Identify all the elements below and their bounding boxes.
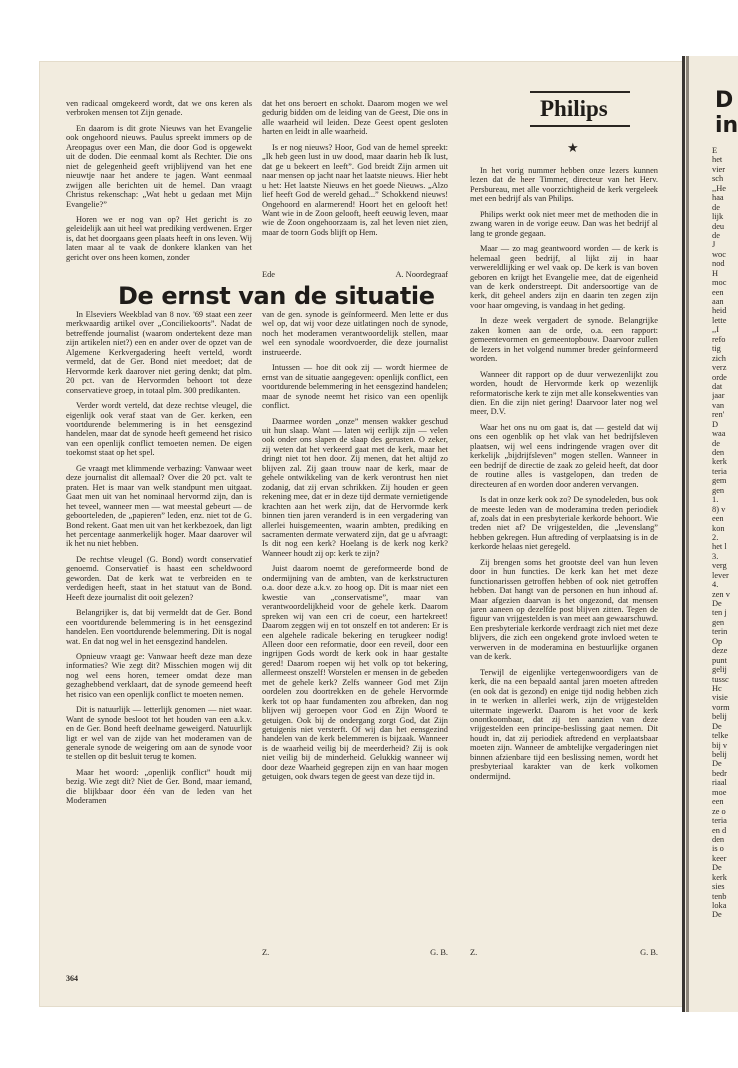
edge-line: kerk	[712, 457, 727, 467]
edge-line: dat	[712, 381, 723, 391]
paragraph: Maar het woord: „openlijk conflict” houdt mij bezig. Wie zegt dit? Niet de Ger. Bond, maar iemand, die blijkbaar door één van de leden van het Moderamen	[66, 767, 252, 806]
edge-line: terin	[712, 627, 728, 637]
edge-line: woc	[712, 249, 726, 259]
edge-line: een	[712, 797, 724, 807]
edge-line: moe	[712, 787, 727, 797]
edge-line: vier	[712, 164, 726, 174]
philips-article-column	[470, 166, 658, 956]
edge-line: visie	[712, 693, 728, 703]
paragraph: Philips werkt ook niet meer met de methoden die in zwang waren in de vorige eeuw. Dan was het bedrijf al lang te gronde gegaan.	[470, 209, 658, 238]
edge-line: 3.	[712, 551, 719, 561]
edge-line: de	[712, 230, 720, 240]
edge-line: het	[712, 155, 723, 165]
edge-line: den	[712, 834, 725, 844]
paragraph: Is dat in onze kerk ook zo? De synodeleden, bus ook de meeste leden van de moderamina treden periodiek af, zoals dat in een presbyteriale kerkorde behoort. Wie treden niet af? De vrijgestelden, die „levenslang” hebben gekregen. Hun aftreding of verplaatsing is in de kerkorde helaas niet geregeld.	[470, 495, 658, 552]
edge-line: aan	[712, 297, 724, 306]
top-article-column-2	[262, 99, 448, 279]
top-article-column-1	[66, 99, 252, 279]
edge-line: sies	[712, 882, 725, 892]
ernst-article-column-2	[262, 310, 448, 958]
paragraph: ven radicaal omgekeerd wordt, dat we ons keren als verbroken mensen tot Zijn genade.	[66, 99, 252, 118]
star-icon: ★	[567, 140, 579, 155]
edge-line: heid	[712, 306, 727, 316]
paragraph: Opnieuw vraagt ge: Vanwaar heeft deze man deze informaties? Wie zegt dit? Misschien mogen wij dit nog wel eens horen, temeer omdat deze man gezaghebbend verklaart, dat de synode gemeend heeft het risico van een openlijk conflict te moeten nemen.	[66, 651, 252, 699]
edge-line: gen	[712, 485, 725, 495]
paragraph: In Elseviers Weekblad van 8 nov. '69 staat een zeer merkwaardig artikel over „Conciliekoorts”. Nadat de betreffende journalist (waarom ondertekent deze man zijn artikelen niet?) een en ander over de opzet van de Algemene Kerkvergadering heeft verteld, wordt vermeld, dat de Ger. Bond niet meedoet; dat de Hervormde kerk daarover niet gering denkt; dat plm. 20 pct. van de Hervormden behoort tot deze conservatieve groep, in totaal plm. 300 predikanten.	[66, 310, 252, 395]
paragraph: Juist daarom noemt de gereformeerde bond de ondermijning van de ambten, van de kerkstructuren o.a. door deze a.k.v. zo hoog op. Dit is maar niet een kwestie van „conservatisme”, maar van verantwoordelijkheid voor de gehele kerk. Daarom spreken wij van een cri de coeur, een hartekreet! Daarom zeggen wij en tot onszelf en tot anderen: Er is een algehele radicale bekering en terugkeer nodig! Alleen door een reformatie, door een reveil, door een ingrijpen Gods wordt de kerk ook in haar gestalte gered! Daarom roepen wij het volk op tot bekering, allermeest onszelf! Worstelen er mensen in de gebeden met de gehele kerk? Zelfs wanneer God met Zijn oordelen zou doortrekken en de gehele Hervormde kerk tot op haar fundamenten zou afbreken, dan nog blijven wij geroepen voor God en Zijn Woord te getuigen. Ook bij de ondergang zorgt God, dat Zijn getuigenis niet versterft. Of wij dan het eensgezind handelen van de kerk belemmeren is bijzaak. Wanneer is de waarheid veilig bij de meerderheid? Zij is ook niet veilig bij de minderheid. Gelukkig wanneer wij door deze Waarheid gegrepen zijn en van haar mogen getuigen, ook dwars tegen de geest van deze tijd in.	[262, 564, 448, 782]
edge-line: De	[712, 759, 722, 769]
signature-gb: G. B.	[430, 948, 448, 957]
ernst-article-signature	[262, 948, 448, 959]
paragraph: In deze week vergadert de synode. Belangrijke zaken komen aan de orde, o.a. een rapport: gemeentevormen en gemeentopbouw. Daarvoor zullen de lezers in het volgend nummer breder geïnformeerd worden.	[470, 316, 658, 364]
signature-gb: G. B.	[640, 948, 658, 957]
edge-line: verz	[712, 363, 727, 373]
edge-line: ,,He	[712, 183, 726, 193]
edge-line: een	[712, 514, 724, 524]
edge-line: E	[712, 146, 718, 155]
edge-line: riaal	[712, 778, 727, 788]
edge-line: 2.	[712, 532, 719, 542]
edge-line: tig	[712, 344, 721, 354]
paragraph: dat het ons beroert en schokt. Daarom mogen we wel gedurig bidden om de leiding van de Geest, Die ons in alle waarheid wil leiden. Deze Geest opent gesloten harten en leidt in alle waarheid.	[262, 99, 448, 137]
edge-line: Op	[712, 636, 723, 646]
edge-line: nod	[712, 259, 725, 269]
edge-line: deu	[712, 221, 725, 231]
edge-line: keer	[712, 853, 727, 863]
edge-line: van	[712, 400, 725, 410]
next-page-text-column	[712, 146, 738, 920]
edge-line: orde	[712, 372, 727, 382]
edge-line: De	[712, 599, 722, 608]
paragraph: van de gen. synode is geïnformeerd. Men lette er dus wel op, dat wij voor deze uitlatingen noch de synode, noch het moderamen verantwoordelijk stellen, maar wel een synodale woordvoerder, die deze journalist instrueerde.	[262, 310, 448, 357]
edge-line: D	[712, 419, 719, 429]
edge-line: gem	[712, 476, 727, 486]
edge-line: en d	[712, 825, 727, 835]
paragraph: Wanneer dit rapport op de duur verwezenlijkt zou worden, houdt de Hervormde kerk op wezenlijk reformatorische kerk te zijn met alle konsekwenties van dien. En die zijn niet gering! Daarvoor later nog wel meer, D.V.	[470, 369, 658, 417]
edge-line: loka	[712, 901, 727, 910]
philips-top-rule	[530, 91, 630, 93]
edge-line: tussc	[712, 674, 729, 684]
paragraph: Maar — zo mag geantwoord worden — de kerk is helemaal geen bedrijf, al lijkt zij in haar verwereldlijking er wel vaak op. De kerk is van boven geboren en krijgt het Evangelie mee, dat de eigenheid van de kerk onderstreept. Dit andersoortige van de kerk, dit geheel anders zijn en daarin ten zegen zijn voor haar omgeving, is vandaag in het geding.	[470, 244, 658, 310]
edge-line: H	[712, 268, 719, 278]
paragraph: Horen we er nog van op? Het gericht is zo geleidelijk aan uit heel wat prediking verdwenen. Erger is, dat het doorgaans geen plaats heeft in ons leven. Wij laten maar al te vaak de donkere klanken van het gericht over ons heen komen, zonder	[66, 214, 252, 262]
edge-line: sch	[712, 174, 724, 184]
edge-line: den	[712, 448, 725, 457]
edge-line: De	[712, 910, 722, 920]
edge-line: jaar	[712, 391, 725, 401]
edge-line: deze	[712, 646, 728, 656]
edge-line: belij	[712, 712, 727, 722]
paragraph: En daarom is dit grote Nieuws van het Evangelie ook ongehoord nieuws. Paulus spreekt immers op de Areopagus over een Man, die door God is opgewekt uit de doden. Die eenmaal komt als Rechter. Die ons niet de gelegenheid geeft vrijblijvend van het ene nieuwtje naar het andere te jagen. Want eenmaal zwijgen alle berichten uit de hemel. Dan vraagt Christus rekenschap: „Wat hebt u gedaan met Mijn Evangelie?”	[66, 123, 252, 209]
signature-initial: Z.	[470, 948, 478, 957]
edge-line: De	[712, 721, 722, 731]
edge-line: bij v	[712, 740, 728, 750]
edge-line: het l	[712, 542, 727, 552]
edge-line: de	[712, 202, 720, 212]
signature-initial: Z.	[262, 948, 270, 957]
edge-line: kerk	[712, 872, 727, 882]
paragraph: Verder wordt verteld, dat deze rechtse vleugel, die eigenlijk ook veraf staat van de Ger. kerken, een voortdurende belemmering is in het eensgezind handelen, maar dat de synode heeft gemeend het risico van een openlijk conflict temoeten nemen. De eigen toekomst staat op het spel.	[66, 401, 252, 458]
paragraph: Terwijl de eigenlijke vertegenwoordigers van de kerk, die na een bepaald aantal jaren moeten aftreden (en ook dat is gezond) en enige tijd nodig hebben zich in te werken in allerlei werk, zijn de vrijgestelden uitermate ingewerkt. Daarom is het voor de kerk onontkoombaar, dat zij ten aanzien van deze vrijgestelden een principe-beslissing gaat nemen. Dit houdt in, dat zij periodiek aftredend en verplaatsbaar moeten zijn. Wanneer de ambtelijke vergaderingen niet binnen afzienbare tijd een beslissing nemen, wordt het presbyteriaal karakter van de kerk volkomen ondermijnd.	[470, 667, 658, 781]
edge-line: ,,I	[712, 325, 719, 335]
edge-line: lijk	[712, 212, 724, 222]
paragraph: Belangrijker is, dat bij vermeldt dat de Ger. Bond een voortdurende belemmering is in het eensgezind handelen. Een voortdurende belemmering. Dit is nogal wat. En dat nog wel in het eensgezind handelen.	[66, 608, 252, 646]
edge-line: vorm	[712, 702, 730, 712]
edge-line: gen	[712, 617, 725, 627]
edge-line: ze o	[712, 806, 726, 816]
philips-bottom-rule	[530, 125, 630, 127]
edge-line: telke	[712, 731, 729, 741]
edge-line: tenb	[712, 891, 727, 901]
edge-line: teria	[712, 466, 727, 476]
edge-line: 4.	[712, 580, 719, 590]
edge-line: 8) v	[712, 504, 726, 514]
edge-line: teria	[712, 816, 727, 826]
edge-line: ren'	[712, 410, 725, 420]
page-number: 364	[66, 974, 78, 983]
edge-line: Hc	[712, 683, 722, 693]
edge-line: punt	[712, 655, 727, 665]
signature-author: A. Noordegraaf	[395, 270, 448, 279]
edge-line: een	[712, 287, 724, 297]
paragraph: Zij brengen soms het grootste deel van hun leven door in hun functies. De kerk kan het met deze functionarissen getroffen hebben of ook niet getroffen hebben. Dat hangt van de personen en hun inhoud af. Maar afgezien daarvan is het ongezond, dat mensen jaren aaneen op dezelfde post blijven zitten. Tegen de figuur van vrijgestelden is van meet aan gewaarschuwd. Een presbyteriale kerkorde verdraagt zich niet met deze blijvers, die zich een ongekend grote invloed weten te verwerven in de moderamina en bestuurlijke organen van de kerk.	[470, 557, 658, 662]
next-page-heading-line-2: in	[715, 113, 738, 138]
ernst-article-column-1	[66, 310, 252, 958]
next-page-heading-line-1: D	[715, 88, 734, 113]
edge-line: refo	[712, 334, 726, 344]
edge-line: bedr	[712, 768, 727, 778]
edge-line: haa	[712, 193, 724, 203]
top-article-signature	[262, 270, 448, 281]
paragraph: Dit is natuurlijk — letterlijk genomen — niet waar. Want de synode besloot tot het houden van een a.k.v. en de Ger. Bond heeft deelname geweigerd. Natuurlijk ligt er wel van de zijde van het moderamen van de generale synode de weigering om aan de synode voor te stellen op dit besluit terug te komen.	[66, 705, 252, 762]
edge-line: 1.	[712, 495, 719, 505]
edge-line: lever	[712, 570, 729, 580]
page-gutter	[686, 56, 689, 1012]
paragraph: In het vorig nummer hebben onze lezers kunnen lezen dat de heer Timmer, directeur van het Herv. Persbureau, met alle voorzichtigheid de kerk vergeleek met een bedrijf als van Philips.	[470, 166, 658, 204]
signature-place: Ede	[262, 270, 276, 279]
edge-line: lette	[712, 315, 727, 325]
edge-line: is o	[712, 844, 724, 854]
edge-line: belij	[712, 750, 727, 759]
edge-line: moc	[712, 278, 727, 288]
edge-line: de	[712, 438, 720, 448]
edge-line: De	[712, 863, 722, 873]
edge-line: kon	[712, 523, 725, 533]
paragraph: Waar het ons nu om gaat is, dat — gesteld dat wij ons een ogenblik op het vlak van het bedrijfsleven plaatsen, wij wel eens indringende vragen over dit kerkelijk „bijdrijfsleven” mogen stellen. Wanneer in een bedrijf de directie de zaak zo geleid heeft, dat door de routine alles is vastgelopen, dan treden de directeuren af en worden door anderen vervangen.	[470, 422, 658, 489]
edge-line: ten j	[712, 608, 727, 618]
paragraph: Is er nog nieuws? Hoor, God van de hemel spreekt: „Ik heb geen lust in uw dood, maar daarin heb Ik lust, dat ge u bekeert en leeft”. God breidt Zijn armen uit naar mensen op jacht naar het laatste nieuws. Hier hebt u het: Het laatste Nieuws en het goede Nieuws. „Alzo lief heeft God de wereld gehad...” Schokkend nieuws! Ongehoord en alarmerend! Hoort het en gelooft het! Want wie in de Zoon gelooft, heeft eeuwig leven, maar wie de Zoon ongehoorzaam is, zal het leven niet zien, maar de toorn Gods blijft op Hem.	[262, 142, 448, 237]
paragraph: De rechtse vleugel (G. Bond) wordt conservatief genoemd. Conservatief is haast een scheldwoord geworden. Dat de kerk wat te verbreiden en te verdedigen heeft, staat in het statuut van de Bond. Heeft deze journalist dit ooit gelezen?	[66, 554, 252, 602]
paragraph: Daarmee worden „onze” mensen wakker geschud uit hun slaap. Want — laten wij eerlijk zijn — velen ook onder ons slapen de slaap des gerusten. O zeker, zij weten dat het verkeerd gaat met de kerk, maar het dringt niet tot hen door. Zij menen, dat het altijd zo blijven zal. Zij gaan trouw naar de kerk, maar de gehele ontwikkeling van de kerk verontrust hen niet zodanig, dat zij ervan schrikken. Zij houden er geen rekening mee, dat er in deze tijd dermate vernietigende krachten aan het werk zijn, dat de Hervormde kerk binnen tien jaren veranderd is in een vergadering van allerlei huisgemeenten, waarin ambten, prediking en sacramenten dermate verwaterd zijn, dat ge u afvraagt: Is dit nog een kerk? Hoelang is de kerk nog kerk? Wanneer houdt zij op: kerk te zijn?	[262, 416, 448, 558]
article-headline: De ernst van de situatie	[118, 282, 435, 310]
edge-line: zich	[712, 353, 726, 363]
paragraph: Intussen — hoe dit ook zij — wordt hiermee de ernst van de situatie aangegeven: openlijk conflict, een voortdurende belemmering in het eensgezind handelen; maar de synode neemt het risico van een openlijk conflict.	[262, 363, 448, 411]
edge-line: gelij	[712, 665, 727, 675]
edge-line: verg	[712, 561, 727, 571]
philips-article-signature	[470, 948, 658, 959]
edge-line: zen v	[712, 589, 730, 599]
edge-line: J	[712, 240, 716, 250]
edge-line: waa	[712, 429, 726, 439]
paragraph: Ge vraagt met klimmende verbazing: Vanwaar weet deze journalist dit allemaal? Over die 20 pct. valt te praten. Het is maar van welk standpunt men uitgaat. Gaat men uit van het nominaal hervormd zijn, dan is het teveel, wanneer men — wat meestal gebeurt — de geboorteleden, de „papieren” leden, enz. niet tot de G. Bond rekent. Gaat men uit van het kerkbezoek, dan ligt het percentage aanmerkelijk hoger. Maar daarover wil ik het nu niet hebben.	[66, 463, 252, 549]
philips-title: Philips	[540, 96, 608, 121]
